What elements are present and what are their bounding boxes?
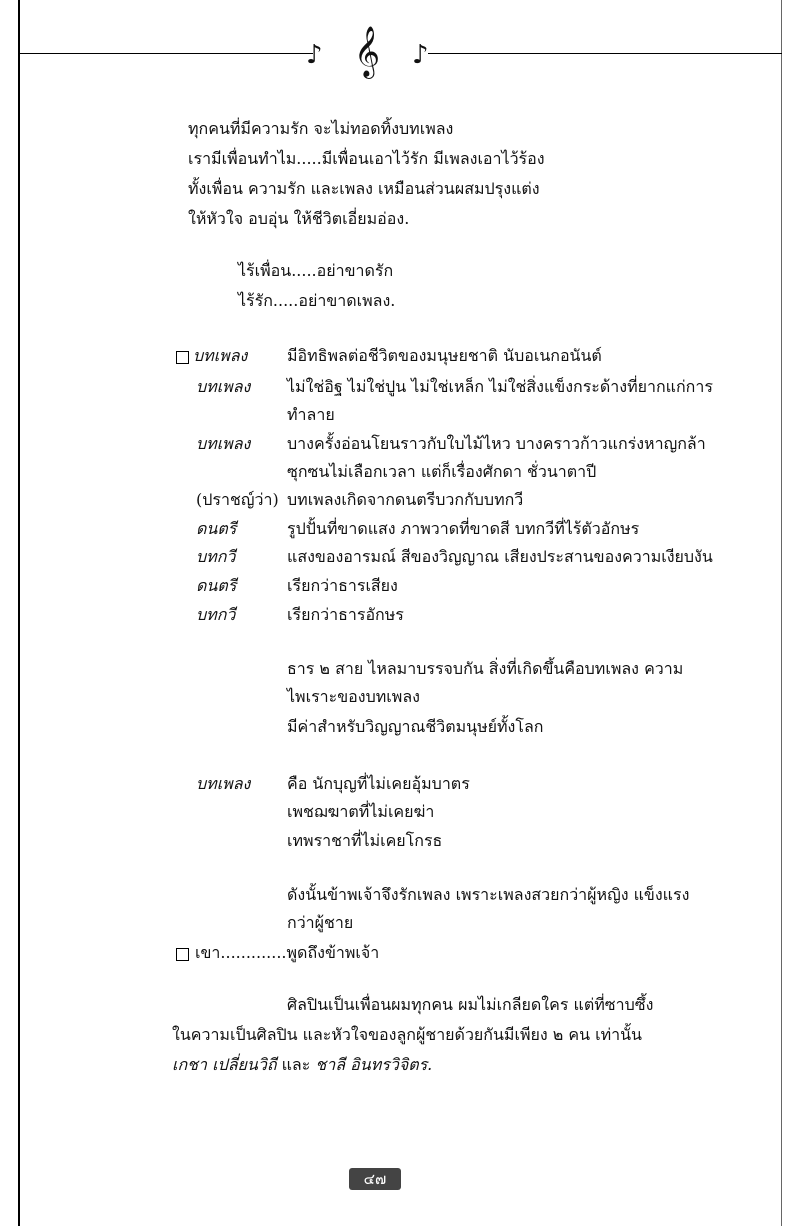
row-text: ทำลาย	[287, 405, 335, 424]
treble-clef-icon: 𝄞	[354, 26, 381, 77]
intro-line: ให้หัวใจ อบอุ่น ให้ชีวิตเอี่ยมอ่อง.	[188, 209, 410, 228]
row-text: บทเพลงเกิดจากดนตรีบวกกับบทกวี	[287, 490, 524, 509]
stream-line: มีค่าสำหรับวิญญาณชีวิตมนุษย์ทั้งโลก	[287, 717, 544, 736]
page-border-left	[18, 0, 20, 1226]
checkbox-icon	[176, 948, 189, 961]
eighth-note-icon: ♪	[412, 40, 429, 70]
row-label: บทเพลง	[193, 346, 248, 365]
header-rule-right	[428, 53, 782, 54]
music-notes-ornament	[300, 28, 440, 78]
row-label: บทกวี	[196, 547, 236, 566]
row-label: บทเพลง	[196, 774, 251, 793]
closing-line: ศิลปินเป็นเพื่อนผมทุกคน ผมไม่เกลียดใคร แต่ที่ซาบซึ้ง	[287, 995, 654, 1014]
row-text: เรียกว่าธารอักษร	[287, 605, 404, 624]
page-number: ๔๗	[349, 1168, 401, 1190]
intro-line: ทั้งเพื่อน ความรัก และเพลง เหมือนส่วนผสมปรุงแต่ง	[188, 179, 540, 198]
song-line: เทพราชาที่ไม่เคยโกรธ	[287, 831, 443, 850]
motto-line: ไร้เพื่อน.....อย่าขาดรัก	[238, 261, 394, 280]
he-said-line: เขา.............พูดถึงข้าพเจ้า	[195, 943, 380, 962]
name-first: เกชา เปลี่ยนวิถี	[172, 1055, 277, 1074]
stream-line: ธาร ๒ สาย ไหลมาบรรจบกัน สิ่งที่เกิดขึ้นคือบทเพลง ความ	[287, 659, 684, 678]
stream-line: ไพเราะของบทเพลง	[287, 687, 420, 706]
name-second: ชาลี อินทรวิจิตร.	[315, 1055, 433, 1074]
motto-line: ไร้รัก.....อย่าขาดเพลง.	[238, 291, 396, 310]
row-text: มีอิทธิพลต่อชีวิตของมนุษยชาติ นับอเนกอนันต์	[287, 346, 602, 365]
row-label: (ปราชญ์ว่า)	[196, 490, 279, 509]
closing-line: ในความเป็นศิลปิน และหัวใจของลูกผู้ชายด้วยกันมีเพียง ๒ คน เท่านั้น	[172, 1025, 642, 1044]
row-text: รูปปั้นที่ขาดแสง ภาพวาดที่ขาดสี บทกวีที่ไร้ตัวอักษร	[287, 519, 640, 538]
row-label: ดนตรี	[196, 576, 237, 595]
row-text: เรียกว่าธารเสียง	[287, 576, 398, 595]
header-rule-left	[18, 53, 313, 54]
conclusion-line: ดังนั้นข้าพเจ้าจึงรักเพลง เพราะเพลงสวยกว่าผู้หญิง แข็งแรง	[287, 885, 690, 904]
row-text: บางครั้งอ่อนโยนราวกับใบไม้ไหว บางคราวก้าวแกร่งหาญกล้า	[287, 434, 706, 453]
names-conjunction: และ	[281, 1055, 311, 1074]
row-text: ไม่ใช่อิฐ ไม่ใช่ปูน ไม่ใช่เหล็ก ไม่ใช่สิ่งแข็งกระด้างที่ยากแก่การ	[287, 377, 713, 396]
intro-line: ทุกคนที่มีความรัก จะไม่ทอดทิ้งบทเพลง	[188, 119, 454, 138]
checkbox-icon	[176, 351, 189, 364]
intro-line: เรามีเพื่อนทำไม.....มีเพื่อนเอาไว้รัก มีเพลงเอาไว้ร้อง	[188, 149, 545, 168]
eighth-note-icon: ♪	[306, 40, 323, 70]
song-line: เพชฌฆาตที่ไม่เคยฆ่า	[287, 802, 435, 821]
conclusion-line: กว่าผู้ชาย	[287, 913, 354, 932]
names-line	[172, 1054, 432, 1076]
row-label: ดนตรี	[196, 519, 237, 538]
page-border-right	[781, 0, 782, 1226]
row-label: บทเพลง	[196, 377, 251, 396]
row-label: บทเพลง	[196, 434, 251, 453]
row-label: บทกวี	[196, 605, 236, 624]
row-text: แสงของอารมณ์ สีของวิญญาณ เสียงประสานของความเงียบงัน	[287, 547, 713, 566]
row-text: ซุกซนไม่เลือกเวลา แต่ก็เรื่องศักดา ชั่วนาตาปี	[287, 462, 597, 481]
song-line: คือ นักบุญที่ไม่เคยอุ้มบาตร	[287, 774, 470, 793]
